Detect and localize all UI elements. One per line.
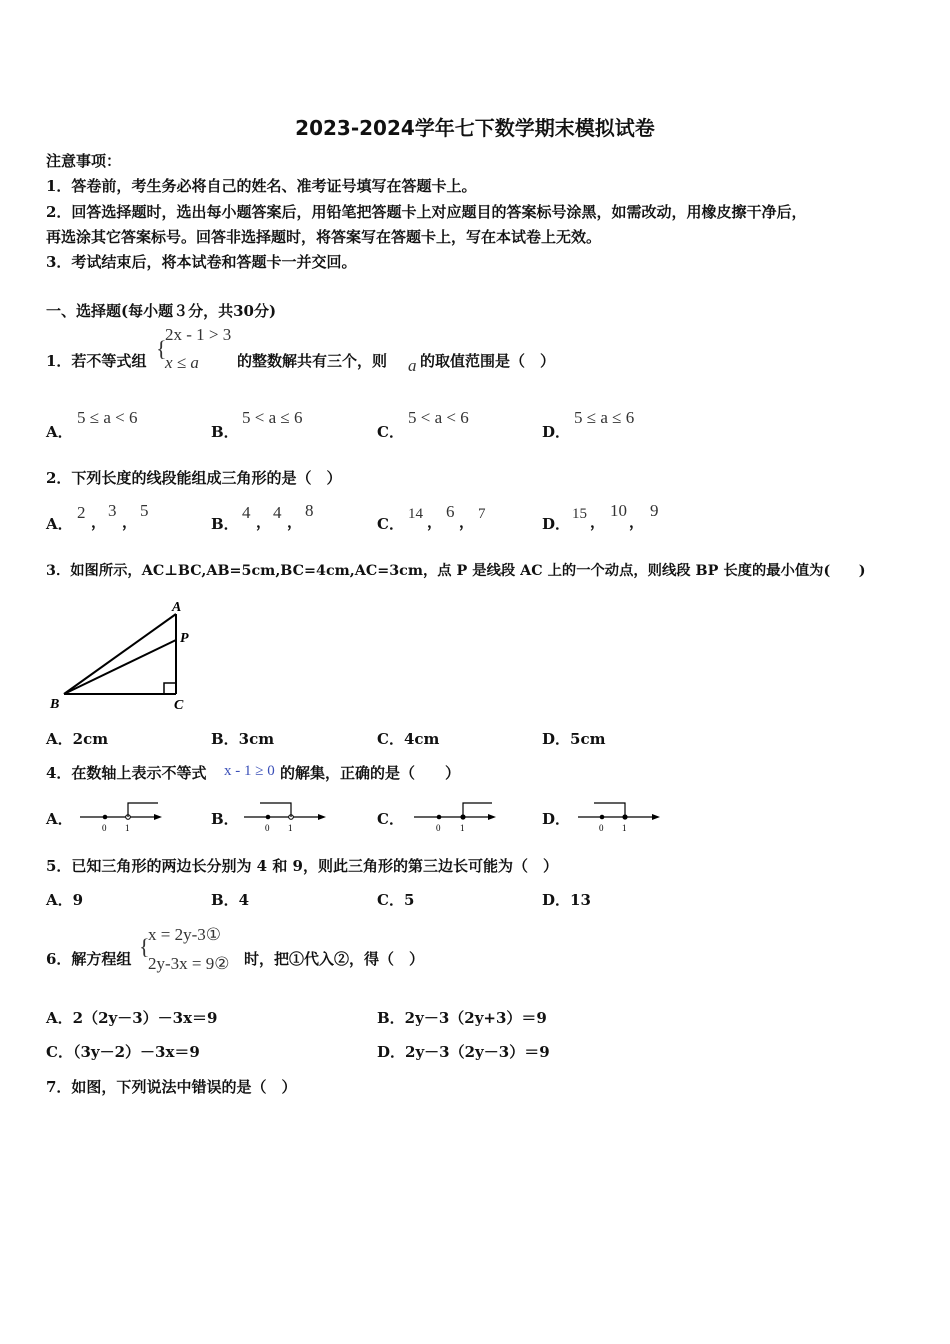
q7-stem: 7．如图，下列说法中错误的是（ ） <box>46 1078 297 1096</box>
q2-value: 8 <box>305 501 314 520</box>
q4-inequality: x - 1 ≥ 0 <box>224 763 275 779</box>
q1-inequality-1: 2x - 1 > 3 <box>165 325 232 344</box>
tick-label-1: 1 <box>622 823 627 833</box>
arrow-icon <box>488 814 496 820</box>
q1-option-b[interactable]: 5 < a ≤ 6 <box>242 408 303 427</box>
q3-option-d[interactable]: D．5cm <box>542 730 606 748</box>
q2-option-b-label[interactable]: B． <box>211 515 239 533</box>
tick-label-0: 0 <box>102 823 107 833</box>
q4-option-a-number-line[interactable] <box>78 800 164 836</box>
arrow-icon <box>652 814 660 820</box>
vertex-b-label: B <box>50 697 60 712</box>
q2-value: 7 <box>478 506 486 522</box>
q6-option-d[interactable]: D．2y－3（2y－3）＝9 <box>377 1043 550 1061</box>
side-ab <box>64 614 176 694</box>
q2-option-a-label[interactable]: A． <box>46 515 73 533</box>
notice-item: 再选涂其它答案标号。回答非选择题时，将答案写在答题卡上，写在本试卷上无效。 <box>46 228 602 246</box>
q2-value: 4 <box>242 503 251 522</box>
notice-heading: 注意事项： <box>46 152 122 170</box>
q3-stem: 3．如图所示，AC⊥BC,AB=5cm,BC=4cm,AC=3cm，点 P 是线段 AC 上的一个动点，则线段 BP 长度的最小值为( ) <box>46 563 866 579</box>
q5-option-a[interactable]: A．9 <box>46 891 84 909</box>
q2-comma: ， <box>459 513 475 531</box>
q6-option-c[interactable]: C．（3y－2）－3x＝9 <box>46 1043 200 1061</box>
vertex-a-label: A <box>172 600 182 615</box>
q4-prefix: 4．在数轴上表示不等式 <box>46 764 207 782</box>
q2-value: 9 <box>650 501 659 520</box>
q2-value: 5 <box>140 501 149 520</box>
section-heading: 一、选择题(每小题３分，共30分) <box>46 302 277 320</box>
q1-option-a-label[interactable]: A． <box>46 423 73 441</box>
q2-value: 6 <box>446 502 455 521</box>
point-p-label: P <box>180 631 189 646</box>
q4-option-c-label[interactable]: C． <box>377 810 404 828</box>
right-angle-mark <box>164 683 176 694</box>
q2-comma: ， <box>427 513 443 531</box>
tick-label-0: 0 <box>599 823 604 833</box>
q6-equation-2: 2y-3x = 9② <box>148 954 230 973</box>
q2-value: 14 <box>408 506 423 522</box>
q2-value: 15 <box>572 506 587 522</box>
q4-option-a-label[interactable]: A． <box>46 810 73 828</box>
q4-option-b-label[interactable]: B． <box>211 810 239 828</box>
q1-variable: a <box>408 356 417 375</box>
q1-prefix: 1．若不等式组 <box>46 352 147 370</box>
q6-equation-1: x = 2y-3① <box>148 925 221 944</box>
q1-inequality-2: x ≤ a <box>165 353 199 372</box>
q2-comma: ， <box>590 513 606 531</box>
q6-suffix: 时，把①代入②，得（ ） <box>244 950 425 968</box>
arrow-icon <box>318 814 326 820</box>
q3-option-c[interactable]: C．4cm <box>377 730 440 748</box>
q6-option-b[interactable]: B．2y－3（2y+3）＝9 <box>377 1009 547 1027</box>
q5-option-b[interactable]: B．4 <box>211 891 250 909</box>
q2-comma: ， <box>256 513 272 531</box>
notice-item: 2．回答选择题时，选出每小题答案后，用铅笔把答题卡上对应题目的答案标号涂黑，如需改动，用橡皮擦干净后， <box>46 203 807 221</box>
tick-label-0: 0 <box>436 823 441 833</box>
tick-label-1: 1 <box>288 823 293 833</box>
q2-comma: ， <box>287 513 303 531</box>
q6-option-a[interactable]: A．2（2y－3）－3x＝9 <box>46 1009 218 1027</box>
q6-prefix: 6．解方程组 <box>46 950 132 968</box>
q3-option-b[interactable]: B．3cm <box>211 730 275 748</box>
q5-stem: 5．已知三角形的两边长分别为 4 和 9，则此三角形的第三边长可能为（ ） <box>46 857 558 875</box>
q2-stem: 2．下列长度的线段能组成三角形的是（ ） <box>46 469 342 487</box>
system-brace-icon: { <box>156 336 167 361</box>
q4-suffix: 的解集，正确的是（ ） <box>280 764 461 782</box>
q1-suffix: 的取值范围是（ ） <box>420 352 556 370</box>
tick-label-1: 1 <box>460 823 465 833</box>
page-title: 2023-2024学年七下数学期末模拟试卷 <box>295 116 655 140</box>
q2-value: 3 <box>108 501 117 520</box>
q2-comma: ， <box>629 513 645 531</box>
q5-option-d[interactable]: D．13 <box>542 891 591 909</box>
right-triangle-figure <box>44 596 204 714</box>
q4-option-d-number-line[interactable] <box>576 800 662 836</box>
notice-item: 1．答卷前，考生务必将自己的姓名、准考证号填写在答题卡上。 <box>46 177 477 195</box>
q2-value: 2 <box>77 503 86 522</box>
q4-option-c-number-line[interactable] <box>412 800 498 836</box>
q1-option-d-label[interactable]: D． <box>542 423 571 441</box>
q1-option-b-label[interactable]: B． <box>211 423 239 441</box>
q4-option-d-label[interactable]: D． <box>542 810 571 828</box>
q3-option-a[interactable]: A．2cm <box>46 730 109 748</box>
q2-value: 4 <box>273 503 282 522</box>
q1-option-d[interactable]: 5 ≤ a ≤ 6 <box>574 408 635 427</box>
tick-label-1: 1 <box>125 823 130 833</box>
q2-comma: ， <box>91 513 107 531</box>
tick-label-0: 0 <box>265 823 270 833</box>
q2-option-c-label[interactable]: C． <box>377 515 404 533</box>
q4-option-b-number-line[interactable] <box>242 800 328 836</box>
q5-option-c[interactable]: C．5 <box>377 891 415 909</box>
q2-option-d-label[interactable]: D． <box>542 515 571 533</box>
q1-middle: 的整数解共有三个，则 <box>237 352 388 370</box>
arrow-icon <box>154 814 162 820</box>
system-brace-icon: { <box>139 934 150 959</box>
notice-item: 3．考试结束后，将本试卷和答题卡一并交回。 <box>46 253 357 271</box>
q1-option-a[interactable]: 5 ≤ a < 6 <box>77 408 138 427</box>
q1-option-c[interactable]: 5 < a < 6 <box>408 408 469 427</box>
q1-option-c-label[interactable]: C． <box>377 423 404 441</box>
q2-value: 10 <box>610 501 627 520</box>
vertex-c-label: C <box>174 698 184 713</box>
q2-comma: ， <box>122 513 138 531</box>
segment-bp <box>64 640 176 694</box>
